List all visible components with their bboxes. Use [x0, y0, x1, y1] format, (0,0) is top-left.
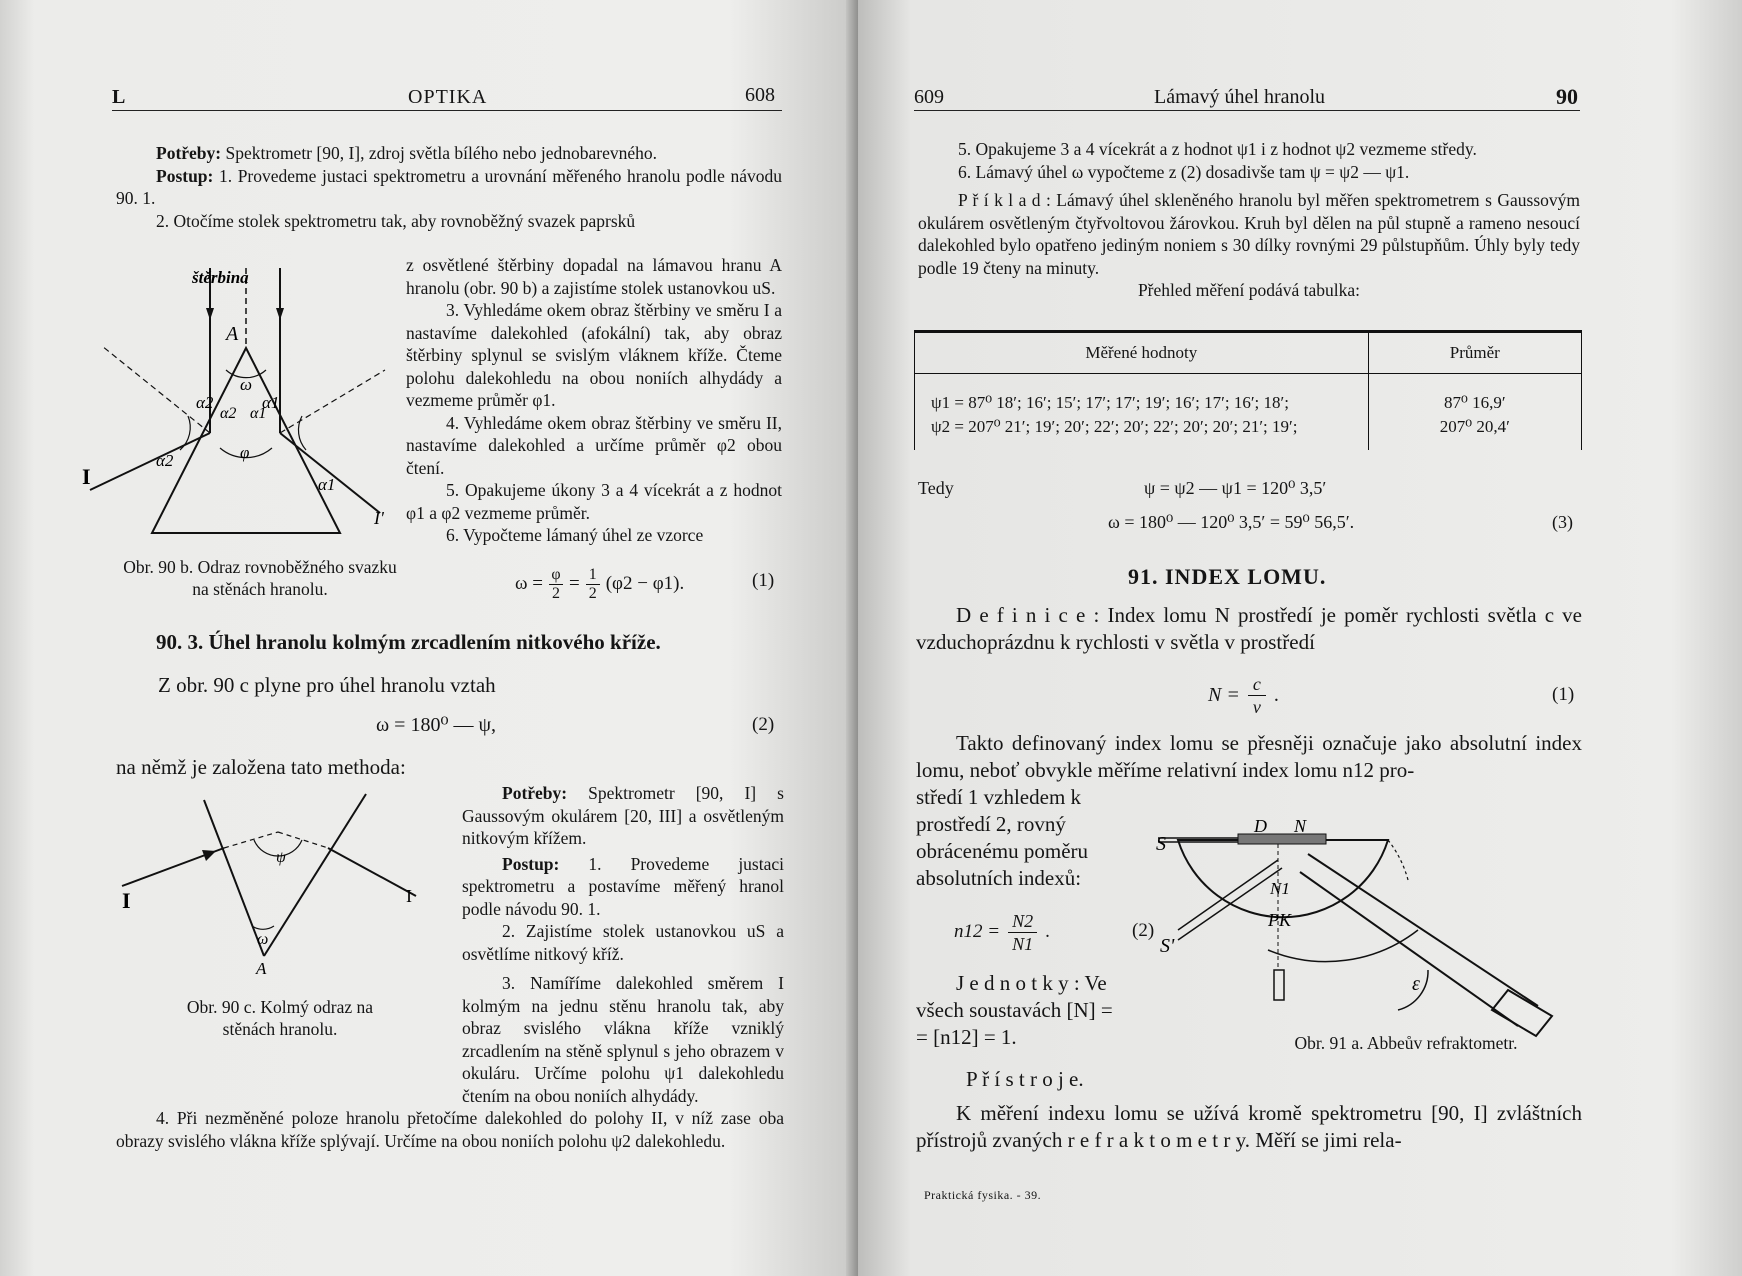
- table-row: [915, 415, 1582, 450]
- normal-right: [280, 370, 385, 433]
- paragraph-absolute-index: Takto definovaný index lomu se přesněji označuje jako absolutní index lomu, neboť obvykle měříme relativní index lomu n12 pro-: [916, 731, 1582, 782]
- paragraph-step5-r: 5. Opakujeme 3 a 4 vícekrát a z hodnot ψ1 i z hodnot ψ2 vezmeme středy.: [958, 139, 1477, 159]
- equation-relative-index: n12 = $\frac{N2}{N1}$ .: [954, 910, 1050, 954]
- ray-Sprime-2: [1178, 868, 1282, 940]
- arc-omega-c: [252, 926, 274, 929]
- paragraph-relative-index: středí 1 vzhledem k prostředí 2, rovný obrácenému poměru absolutních indexů:: [916, 785, 1089, 890]
- paragraph-step6-r: 6. Lámavý úhel ω vypočteme z (2) dosadivše tam ψ = ψ2 — ψ1.: [958, 161, 1410, 182]
- label-psi: ψ: [276, 849, 286, 866]
- label-A: A: [226, 323, 239, 345]
- normal-dashed-right: [278, 832, 328, 848]
- arc-a2: [180, 416, 190, 450]
- table-header-values: Měřené hodnoty: [915, 333, 1369, 373]
- label-PK: PK: [1268, 910, 1292, 930]
- label-a2-bottom: α2: [156, 451, 174, 470]
- intro-block: [116, 142, 782, 232]
- paragraph-step4-c: 4. Při nezměněné poloze hranolu přetočíme dalekohled do polohy II, v níž zase oba obrazy svislého vlákna kříže splývají. Určíme na obou noniích polohu ψ2 dalekohledu.: [116, 1108, 784, 1151]
- running-title: Lámavý úhel hranolu: [1154, 86, 1326, 108]
- paragraph-refractometers: K měření indexu lomu se užívá kromě spektrometru [90, I] zvláštních přístrojů zvaných r e f r a k t o m e t r y. Měří se jimi rela-: [916, 1101, 1582, 1152]
- refractometer-block: [916, 1100, 1582, 1154]
- absolute-index-block: [916, 730, 1582, 784]
- figure-91a-caption: Obr. 91 a. Abbeův refraktometr.: [1294, 1033, 1518, 1053]
- label-omega: ω: [240, 375, 253, 394]
- label-eps: ε: [1412, 973, 1420, 995]
- units-block: [916, 970, 1128, 1051]
- method-right-column: [462, 782, 784, 965]
- table-cell-psi2-mean: 207⁰ 20,4′: [1368, 415, 1581, 450]
- equation-psi-difference: ψ = ψ2 — ψ1 = 120⁰ 3,5′: [1144, 478, 1327, 498]
- fraction-1-2: $\frac{1}{2}$: [586, 566, 600, 603]
- reflected-ray-Iprime: [280, 433, 380, 513]
- scale-arc: [1268, 930, 1418, 962]
- figure-90b: [80, 258, 400, 558]
- equation-index-definition: N = $\frac{c}{v}$ .: [1208, 673, 1279, 717]
- paragraph-potreby-2: Potřeby: Spektrometr [90, I] s Gaussovým okulárem [20, III] a osvětleným nitkovým křížem.: [462, 783, 784, 848]
- fraction-N2-N1: $\frac{N2}{N1}$: [1008, 910, 1037, 955]
- paragraph-method: na němž je založena tato methoda:: [116, 755, 406, 779]
- fraction-c-v: $\frac{c}{v}$: [1248, 673, 1266, 718]
- equation-2: ω = 180⁰ — ψ,: [376, 714, 496, 736]
- table-cell-psi1-mean: 87⁰ 16,9′: [1368, 391, 1581, 415]
- section-heading-90-3: 90. 3. Úhel hranolu kolmým zrcadlením nitkového kříže.: [156, 630, 661, 654]
- footer-signature: Praktická fysika. - 39.: [924, 1188, 1042, 1202]
- telescope-bottom: [1300, 872, 1518, 1026]
- arrow-left-icon: [206, 308, 214, 320]
- label-I-c: I: [122, 888, 131, 913]
- label-a1-bottom: α1: [318, 475, 336, 494]
- label-S: S: [1156, 833, 1166, 855]
- header-left-mark: L: [112, 86, 126, 108]
- table-row: [915, 391, 1582, 415]
- arrow-incident-icon: [202, 850, 216, 861]
- label-omega-c: ω: [257, 931, 269, 948]
- equation-2-number: (2): [752, 714, 775, 735]
- arc-a1: [298, 416, 306, 450]
- figure-91a: [1156, 816, 1578, 1040]
- paragraph-units: J e d n o t k y : Ve všech soustavách [N] = = [n12] = 1.: [916, 971, 1113, 1049]
- paragraph-relation: Z obr. 90 c plyne pro úhel hranolu vztah: [158, 673, 496, 697]
- paragraph-potreby: Potřeby: Spektrometr [90, I], zdroj světla bílého nebo jednobarevného.: [156, 143, 658, 163]
- steps-right-column: [406, 254, 782, 547]
- paragraph-table-intro: Přehled měření podává tabulka:: [1137, 280, 1361, 300]
- paragraph-step4: 4. Vyhledáme okem obraz štěrbiny ve směru II, nastavíme dalekohled a určíme průměr φ2 obou čtení.: [406, 412, 782, 478]
- label-A-c: A: [256, 959, 267, 978]
- equation-1: ω = $\frac{\varphi}{2}$ = $\frac{1}{2}$ (φ2 − φ1).: [515, 565, 685, 602]
- telescope-top: [1308, 854, 1538, 1006]
- sample-plate: [1238, 834, 1326, 844]
- page-number: 608: [745, 84, 775, 106]
- figure-90b-caption: Obr. 90 b. Odraz rovnoběžného svazku na stěnách hranolu.: [123, 557, 397, 599]
- header-rule: [914, 110, 1580, 111]
- left-page: [0, 0, 858, 1276]
- page-number: 609: [914, 86, 944, 108]
- normal-left: [102, 346, 210, 433]
- paragraph-step2b: z osvětlené štěrbiny dopadal na lámavou hranu A hranolu (obr. 90 b) a zajistíme stolek ustanovkou uS.: [406, 255, 782, 298]
- arrow-right-icon: [276, 308, 284, 320]
- figure-90c: [116, 786, 436, 976]
- figure-90c-caption: Obr. 90 c. Kolmý odraz na stěnách hranolu.: [186, 997, 374, 1039]
- label-Iprime: I': [374, 508, 384, 528]
- label-a2-top: α2: [196, 393, 214, 412]
- paragraph-step3: 3. Vyhledáme okem obraz štěrbiny ve směru I a nastavíme dalekohled (afokální) tak, aby obraz štěrbiny splynul se svislým vláknem kříže. Čteme polohu dalekohledu na obou noniích alhydády a vezmeme průměr φ1.: [406, 300, 782, 410]
- measurement-table: [914, 330, 1582, 450]
- equation-2-number-r: (2): [1132, 920, 1155, 941]
- label-slit: štěrbina: [192, 268, 249, 287]
- reflected-ray-I: [90, 433, 210, 490]
- scale-ticks: [1388, 840, 1408, 880]
- table-header-mean: Průměr: [1368, 333, 1581, 373]
- running-title: OPTIKA: [408, 86, 488, 108]
- equation-3-number: (3): [1552, 512, 1573, 532]
- chapter-number: 90: [1556, 84, 1578, 109]
- paragraph-postup: Postup: 1. Provedeme justaci spektrometru a urovnání měřeného hranolu podle návodu 90. 1.: [116, 165, 782, 208]
- label-N: N: [1294, 816, 1307, 836]
- label-a2-inner: α2: [220, 405, 237, 422]
- label-a1-inner: α1: [250, 405, 267, 422]
- example-block: [918, 138, 1580, 302]
- table-cell-psi2: ψ2 = 207⁰ 21′; 19′; 20′; 22′; 20′; 22′; 20′; 20′; 21′; 19′;: [915, 415, 1369, 450]
- equation-1-number: (1): [752, 570, 775, 591]
- section-heading-91: 91. INDEX LOMU.: [1128, 564, 1327, 589]
- paragraph-step3-c: 3. Namíříme dalekohled směrem I kolmým na jednu stěnu hranolu tak, aby obraz svislého vlákna kříže vzniklý zrcadlením na stěně splynul s jeho obrazem v okuláru. Určíme polohu ψ1 dalekohledu čtením na obou noniích alhydády.: [462, 973, 784, 1106]
- prism-face-right: [264, 794, 366, 956]
- label-phi: φ: [240, 443, 250, 462]
- table-cell-psi1: ψ1 = 87⁰ 18′; 16′; 15′; 17′; 17′; 19′; 16′; 17′; 16′; 18′;: [915, 391, 1369, 415]
- definition-block: [916, 602, 1582, 656]
- paragraph-example: P ř í k l a d : Lámavý úhel skleněného hranolu byl měřen spektrometrem s Gaussovým okulárem osvětleným čtyřvoltovou žárovkou. Kruh byl dělen na půl stupně a rameno nesoucí dalekohled bylo opatřeno jediným noniem s 30 dílky rovnými 29 půlstupňům. Úhly byly tedy podle 19 čteny na minuty.: [918, 190, 1580, 278]
- right-page: [858, 0, 1742, 1276]
- paragraph-step2-c: 2. Zajistíme stolek ustanovkou uS a osvětlíme nitkový kříž.: [462, 921, 784, 964]
- ray-I-right: [328, 848, 416, 896]
- paragraph-step6: 6. Vypočteme lámaný úhel ze vzorce: [446, 525, 704, 545]
- relative-index-block: [916, 784, 1116, 892]
- normal-dashed-left: [224, 832, 278, 848]
- paragraph-instruments: P ř í s t r o j e.: [966, 1067, 1084, 1091]
- prism-face-left: [204, 800, 264, 956]
- paragraph-definition: D e f i n i c e : Index lomu N prostředí je poměr rychlosti světla c ve vzduchoprázdnu k rychlosti v světla v prostředí: [916, 603, 1582, 654]
- header-rule: [112, 110, 782, 111]
- label-a1-top: α1: [262, 393, 280, 412]
- axis-pin: [1274, 970, 1284, 1000]
- paragraph-step5: 5. Opakujeme úkony 3 a 4 vícekrát a z hodnot φ1 a φ2 vezmeme průměr.: [406, 480, 782, 523]
- label-I2-c: I: [406, 886, 412, 906]
- equation-1-number-r: (1): [1552, 684, 1575, 705]
- fraction-phi-2: $\frac{\varphi}{2}$: [549, 566, 563, 603]
- paragraph-step2a: 2. Otočíme stolek spektrometru tak, aby rovnoběžný svazek paprsků: [156, 210, 636, 231]
- label-Sprime: S': [1160, 935, 1175, 957]
- label-I: I: [82, 464, 91, 489]
- step3-c-block: [116, 972, 784, 1152]
- paragraph-postup-2: Postup: 1. Provedeme justaci spektrometru a postavíme měřený hranol podle návodu 90. 1.: [462, 853, 784, 919]
- label-tedy: Tedy: [918, 478, 954, 498]
- equation-omega-result: ω = 180⁰ — 120⁰ 3,5′ = 59⁰ 56,5′.: [1108, 512, 1355, 532]
- label-D: D: [1254, 816, 1267, 836]
- label-N1: N1: [1270, 879, 1290, 898]
